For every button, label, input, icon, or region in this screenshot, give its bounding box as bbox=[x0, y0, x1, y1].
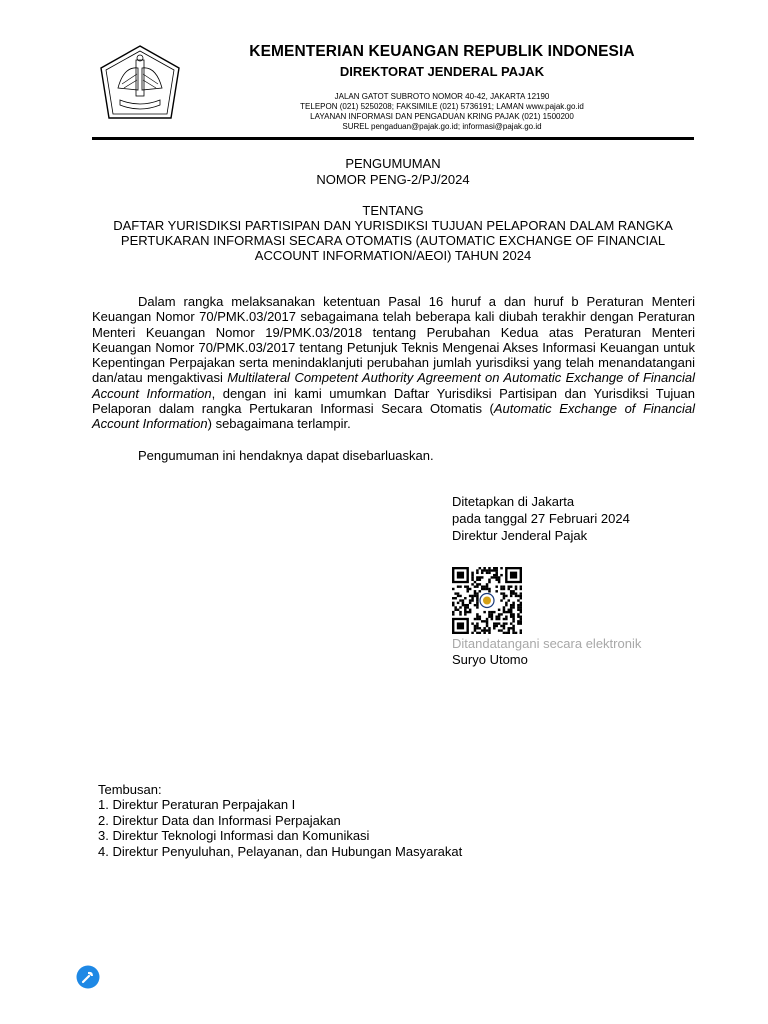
body-italic-agreement: Multilateral Competent Authority Agreement on Automatic Exchange of Financial Account Information bbox=[92, 370, 695, 401]
cc-list bbox=[98, 797, 462, 859]
contact-block bbox=[200, 92, 684, 132]
body-paragraph bbox=[92, 294, 695, 432]
body-text-b: , dengan ini kami umumkan Daftar Yurisdiksi Partisipan dan Yurisdiksi Tujuan Pelaporan dalam rangka Pertukaran Informasi Secara Otomatis ( bbox=[92, 385, 695, 417]
announcement-heading: PENGUMUMAN bbox=[345, 156, 441, 171]
electronic-signature-note: Ditandatangani secara elektronik bbox=[452, 636, 642, 651]
tool-badge-icon[interactable] bbox=[76, 965, 100, 989]
qr-code-icon bbox=[452, 567, 522, 634]
cc-item: 4. Direktur Penyuluhan, Pelayanan, dan Hubungan Masyarakat bbox=[98, 843, 463, 859]
announcement-subject: DAFTAR YURISDIKSI PARTISIPAN DAN YURISDIKSI TUJUAN PELAPORAN DALAM RANGKA PERTUKARAN INFORMASI SECARA OTOMATIS (AUTOMATIC EXCHANGE OF FINANCIAL ACCOUNT INFORMATION/AEOI) TAHUN 2024 bbox=[113, 218, 673, 263]
cc-heading: Tembusan: bbox=[98, 782, 162, 797]
ministry-emblem-icon bbox=[98, 44, 182, 122]
email-line: SUREL pengaduan@pajak.go.id; informasi@pajak.go.id bbox=[342, 122, 542, 131]
letterhead bbox=[200, 42, 684, 132]
service-line: LAYANAN INFORMASI DAN PENGADUAN KRING PAJAK (021) 1500200 bbox=[310, 112, 574, 121]
body-italic-aeoi: Automatic Exchange of Financial Account Information bbox=[92, 401, 695, 432]
ministry-name: KEMENTERIAN KEUANGAN REPUBLIK INDONESIA bbox=[249, 43, 635, 60]
cc-item: 2. Direktur Data dan Informasi Perpajakan bbox=[98, 812, 341, 828]
cc-item: 3. Direktur Teknologi Informasi dan Komunikasi bbox=[98, 828, 370, 843]
phone-line: TELEPON (021) 5250208; FAKSIMILE (021) 5736191; LAMAN www.pajak.go.id bbox=[300, 102, 584, 111]
cc-item: 1. Direktur Peraturan Perpajakan I bbox=[98, 797, 296, 812]
body-text-c: ) sebagaimana terlampir. bbox=[207, 416, 351, 432]
closing-paragraph: Pengumuman ini hendaknya dapat disebarluaskan. bbox=[138, 448, 434, 463]
signing-place: Ditetapkan di Jakarta bbox=[452, 494, 575, 509]
signing-date: pada tanggal 27 Februari 2024 bbox=[452, 511, 630, 526]
directorate-name: DIREKTORAT JENDERAL PAJAK bbox=[339, 64, 545, 79]
announcement-number: NOMOR PENG-2/PJ/2024 bbox=[316, 172, 470, 187]
signer-position: Direktur Jenderal Pajak bbox=[452, 528, 588, 543]
address-line: JALAN GATOT SUBROTO NOMOR 40-42, JAKARTA 12190 bbox=[334, 92, 550, 101]
body-text-a: Dalam rangka melaksanakan ketentuan Pasal 16 huruf a dan huruf b Peraturan Menteri Keuangan Nomor 70/PMK.03/2017 sebagaimana telah beberapa kali diubah terakhir dengan Peraturan Menteri Keuangan Nomor 19/PMK.03/2018 tentang Perubahan Kedua atas Peraturan Menteri Keuangan Nomor 70/PMK.03/2017 tentang Petunjuk Teknis Mengenai Akses Informasi Keuangan untuk Kepentingan Perpajakan serta menindaklanjuti perubahan jumlah yurisdiksi yang telah menandatangani dan/atau mengaktivasi bbox=[92, 294, 695, 386]
header-divider bbox=[92, 137, 694, 140]
signer-name: Suryo Utomo bbox=[452, 652, 528, 667]
about-heading: TENTANG bbox=[362, 203, 424, 218]
